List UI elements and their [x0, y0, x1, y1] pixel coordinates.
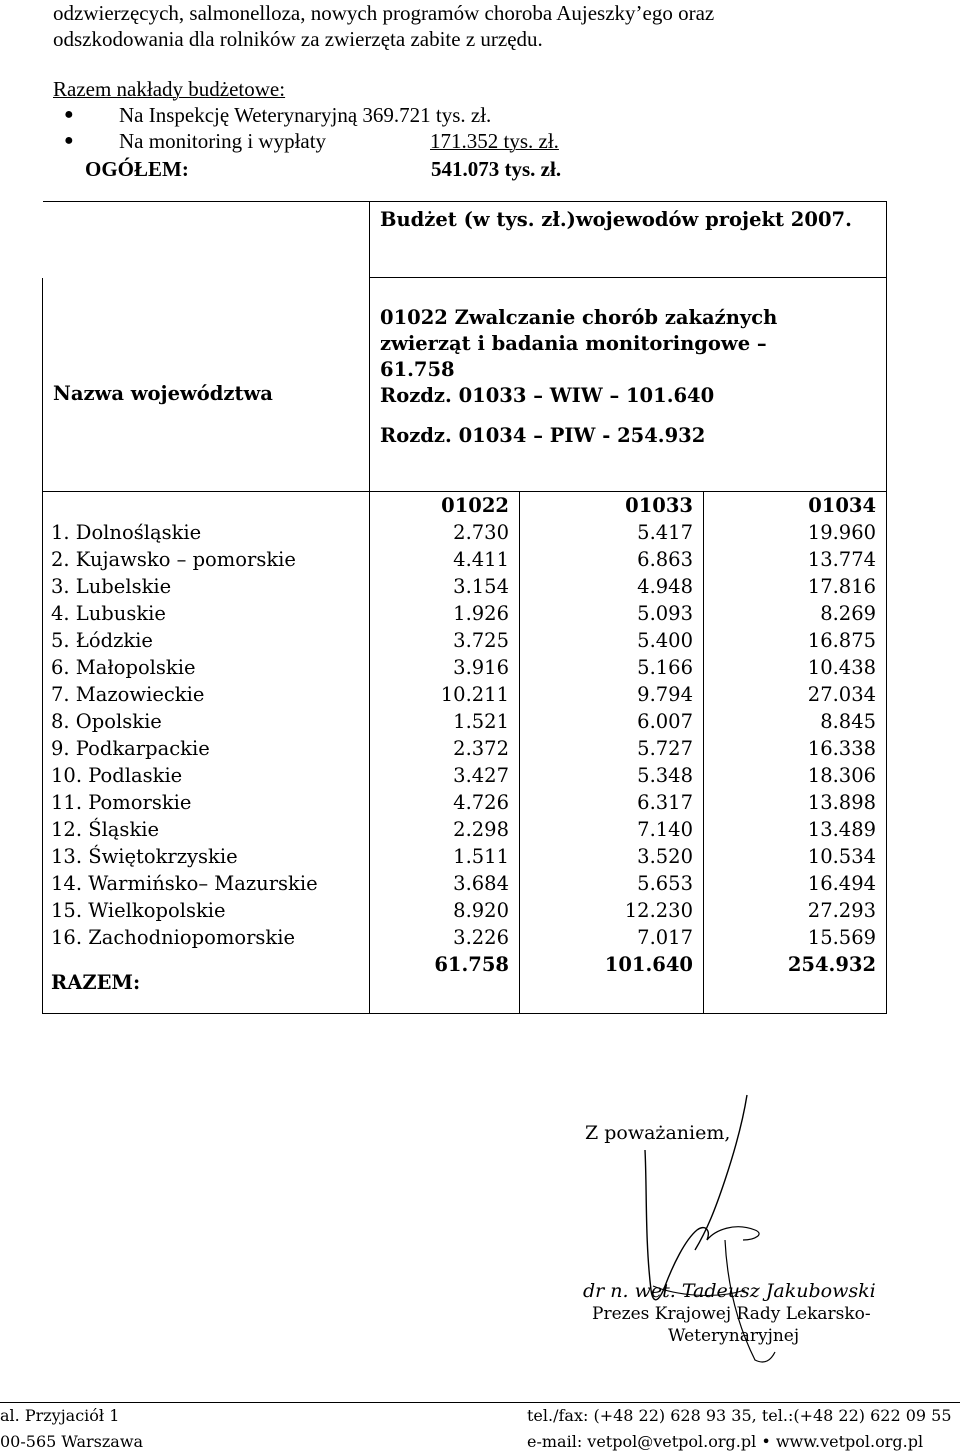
- cell: 5.727: [637, 737, 693, 760]
- cell: 6.007: [637, 710, 693, 733]
- cell: 3.916: [453, 656, 509, 679]
- total-cell: 254.932: [787, 953, 877, 976]
- cell: 10.534: [807, 845, 877, 868]
- footer-address: 00-565 Warszawa: [0, 1432, 144, 1451]
- cell: 19.960: [807, 521, 877, 544]
- cell: 5.093: [637, 602, 693, 625]
- signatory-title: Prezes Krajowej Rady Lekarsko-: [592, 1304, 871, 1324]
- cell: 3.226: [453, 926, 509, 949]
- budget-table: [42, 201, 887, 1014]
- region-name: 7. Mazowieckie: [51, 683, 205, 706]
- section-line: Rozdz. 01034 – PIW - 254.932: [380, 424, 706, 447]
- cell: 2.298: [453, 818, 509, 841]
- intro-line: odzwierzęcych, salmonelloza, nowych programów choroba Aujeszky’ego oraz: [53, 1, 715, 25]
- razem-label: RAZEM:: [51, 971, 141, 994]
- footer-phone: tel./fax: (+48 22) 628 93 35, tel.:(+48 22) 622 09 55: [527, 1406, 952, 1425]
- cell: 3.427: [453, 764, 509, 787]
- cell: 16.875: [807, 629, 877, 652]
- footer-web[interactable]: www.vetpol.org.pl: [775, 1432, 924, 1451]
- budget-item-label: Na Inspekcję Weterynaryjną 369.721 tys. zł.: [119, 103, 492, 127]
- cell: 5.400: [637, 629, 693, 652]
- budget-item-label: Na monitoring i wypłaty: [119, 129, 327, 153]
- budget-item-amount: 171.352 tys. zł.: [430, 129, 559, 153]
- region-name: 8. Opolskie: [51, 710, 162, 733]
- cell: 15.569: [807, 926, 877, 949]
- cell: 1.511: [453, 845, 509, 868]
- section-description: [380, 305, 876, 449]
- region-name: 15. Wielkopolskie: [51, 899, 226, 922]
- cell: 10.211: [440, 683, 509, 706]
- cell: 3.684: [453, 872, 509, 895]
- budget-heading: Razem nakłady budżetowe:: [53, 77, 286, 101]
- cell: 13.898: [807, 791, 877, 814]
- cell: 3.520: [637, 845, 693, 868]
- cell: 8.269: [820, 602, 877, 625]
- section-line: 61.758: [380, 358, 455, 381]
- region-name: 10. Podlaskie: [51, 764, 183, 787]
- region-name: 9. Podkarpackie: [51, 737, 210, 760]
- cell: 3.725: [453, 629, 509, 652]
- col-01033: [520, 492, 703, 978]
- cell: 27.034: [807, 683, 877, 706]
- col-01034: [704, 492, 886, 978]
- region-name: 2. Kujawsko – pomorskie: [51, 548, 296, 571]
- section-line: zwierząt i badania monitoringowe –: [380, 332, 767, 355]
- footer-divider: [0, 1402, 960, 1403]
- footer-contact: [527, 1432, 923, 1451]
- cell: 10.438: [807, 656, 877, 679]
- total-amount: 541.073 tys. zł.: [431, 157, 562, 181]
- cell: 9.794: [637, 683, 693, 706]
- cell: 2.730: [453, 521, 509, 544]
- cell: 13.774: [807, 548, 877, 571]
- cell: 5.166: [637, 656, 693, 679]
- region-names: [43, 519, 369, 1011]
- cell: 27.293: [807, 899, 877, 922]
- region-header: Nazwa województwa: [53, 381, 273, 405]
- region-name: 6. Małopolskie: [51, 656, 196, 679]
- region-name: 12. Śląskie: [51, 818, 160, 841]
- cell: 6.317: [637, 791, 693, 814]
- col-01022: [370, 492, 519, 1013]
- bullet-icon: ●: [64, 132, 74, 149]
- bullet-icon: ●: [64, 106, 74, 123]
- signatory-title: Weterynaryjnej: [668, 1326, 800, 1346]
- cell: 17.816: [807, 575, 877, 598]
- cell: 1.926: [453, 602, 509, 625]
- total-cell: 61.758: [434, 953, 509, 976]
- cell: 16.338: [807, 737, 877, 760]
- column-header: 01022: [441, 494, 509, 517]
- footer-separator: •: [761, 1432, 771, 1451]
- footer-email[interactable]: e-mail: vetpol@vetpol.org.pl: [527, 1432, 757, 1451]
- cell: 7.140: [637, 818, 693, 841]
- region-name: 4. Lubuskie: [51, 602, 166, 625]
- region-name: 11. Pomorskie: [51, 791, 192, 814]
- cell: 16.494: [807, 872, 877, 895]
- signatory-name: dr n. wet. Tadeusz Jakubowski: [583, 1280, 876, 1302]
- cell: 6.863: [637, 548, 693, 571]
- cell: 18.306: [807, 764, 877, 787]
- cell: 4.948: [637, 575, 693, 598]
- cell: 2.372: [453, 737, 509, 760]
- column-header: 01034: [808, 494, 877, 517]
- cell: 3.154: [453, 575, 509, 598]
- total-label: OGÓŁEM:: [85, 157, 189, 181]
- cell: 13.489: [807, 818, 877, 841]
- cell: 8.845: [820, 710, 877, 733]
- total-cell: 101.640: [604, 953, 693, 976]
- cell: 5.417: [637, 521, 693, 544]
- region-name: 14. Warmińsko– Mazurskie: [51, 872, 318, 895]
- region-name: 3. Lubelskie: [51, 575, 172, 598]
- region-name: 5. Łódzkie: [51, 629, 153, 652]
- section-line: 01022 Zwalczanie chorób zakaźnych: [380, 306, 778, 329]
- region-name: 13. Świętokrzyskie: [51, 845, 238, 868]
- intro-line: odszkodowania dla rolników za zwierzęta zabite z urzędu.: [53, 27, 543, 51]
- cell: 8.920: [453, 899, 509, 922]
- footer-address: al. Przyjaciół 1: [0, 1406, 120, 1425]
- region-name: 1. Dolnośląskie: [51, 521, 202, 544]
- cell: 5.348: [637, 764, 693, 787]
- greeting: Z poważaniem,: [585, 1122, 731, 1144]
- cell: 5.653: [637, 872, 693, 895]
- column-header: 01033: [625, 494, 693, 517]
- region-name: 16. Zachodniopomorskie: [51, 926, 295, 949]
- cell: 7.017: [637, 926, 693, 949]
- cell: 12.230: [624, 899, 693, 922]
- cell: 1.521: [453, 710, 509, 733]
- section-line: Rozdz. 01033 – WIW – 101.640: [380, 384, 715, 407]
- budget-title: Budżet (w tys. zł.)wojewodów projekt 2007.: [380, 208, 852, 231]
- cell: 4.726: [453, 791, 509, 814]
- intro-paragraph: [53, 0, 933, 52]
- cell: 4.411: [453, 548, 509, 571]
